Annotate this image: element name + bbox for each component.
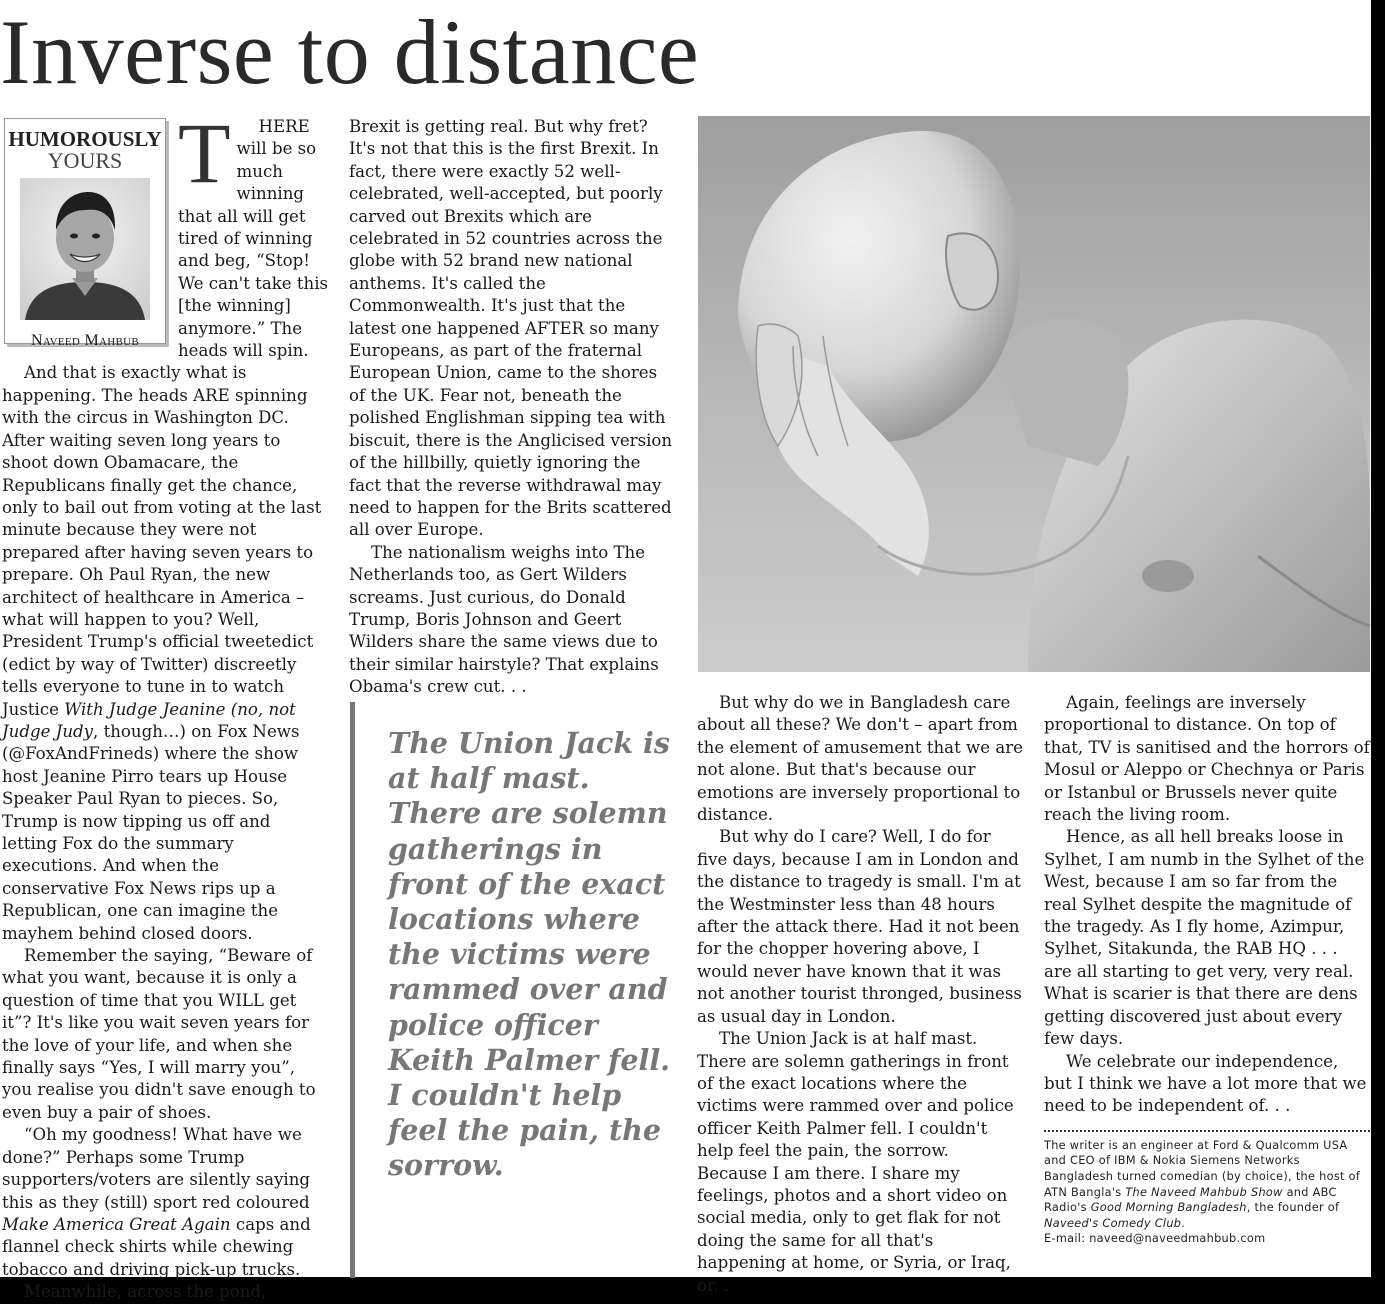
column-2: [349, 116, 675, 699]
paragraph: The nationalism weighs into The Netherlands too, as Gert Wilders screams. Just curious, do Donald Trump, Boris Johnson and Geert Wilders share the same views due to their similar hairstyle? That explains Obama's crew cut. . .: [349, 542, 659, 697]
text-run: , though…) on Fox News (@FoxAndFrineds) where the show host Jeanine Pirro tears up House Speaker Paul Ryan to pieces. So, Trump is now tipping us off and letting Fox do the summary executions. And when the conservative Fox News rips up a Republican, one can imagine the mayhem behind closed doors.: [2, 721, 300, 943]
paragraph: Remember the saying, “Beware of what you want, because it is only a question of time that you WILL get it”? It's like you wait seven years for the love of your life, and when she finally says “Yes, I will marry you”, you realise you didn't save enough to even buy a pair of shoes.: [2, 946, 316, 1122]
author-footnote: [1044, 1130, 1370, 1247]
text-run: .: [1181, 1216, 1186, 1230]
text-run: caps and flannel check shirts while chewing tobacco and driving pick-up trucks.: [2, 1214, 311, 1279]
paragraph: [2, 1124, 330, 1281]
author-name: Naveed Mahbub: [30, 332, 140, 350]
pull-quote-text: The Union Jack is at half mast. There are solemn gatherings in front of the exact locations where the victims were rammed over and police officer Keith Palmer fell. I couldn't help feel the pain, the sorrow.: [388, 726, 671, 1183]
paragraph: We celebrate our independence, but I think we have a lot more that we need to be independent of. . .: [1044, 1051, 1367, 1116]
column-4: [1044, 692, 1370, 1247]
column-3: [697, 692, 1023, 1297]
italic-run: The Naveed Mahbub Show: [1125, 1185, 1283, 1199]
pull-quote: [350, 702, 685, 1278]
column-label-sub: YOURS: [47, 148, 123, 173]
headline: Inverse to distance: [0, 1, 700, 103]
italic-run: Make America Great Again: [2, 1214, 231, 1234]
author-portrait: [20, 178, 150, 320]
paragraph: Hence, as all hell breaks loose in Sylhet, I am numb in the Sylhet of the West, because I am so far from the real Sylhet despite the magnitude of the tragedy. As I fly home, Azimpur, Sylhet, Sitakunda, the RAB HQ . . . are all starting to get very, very real. What is scarier is that there are dens getting discovered just about every few days.: [1044, 827, 1365, 1049]
byline-box: [4, 118, 166, 350]
paragraph: Again, feelings are inversely proportional to distance. On top of that, TV is sanitised and the horrors of Mosul or Aleppo or Chechnya or Paris or Istanbul or Brussels never quite reach the living room.: [1044, 693, 1370, 825]
italic-run: Naveed's Comedy Club: [1044, 1216, 1182, 1230]
paragraph: [2, 362, 330, 945]
italic-run: With Judge Jeanine (no, not Judge Judy: [2, 699, 296, 741]
column-1: [2, 105, 330, 1304]
text-run: HERE will be so much winning that all will get tired of winning and beg, “Stop! We can't take this [the winning] anymore.” The heads will spin.: [178, 117, 329, 361]
text-run: and ABC Radio's: [1044, 1185, 1337, 1215]
paragraph: The Union Jack is at half mast. There are solemn gatherings in front of the exact locations where the victims were rammed over and police officer Keith Palmer fell. I couldn't help feel the pain, the sorrow. Because I am there. I share my feelings, photos and a short video on social media, only to get flak for not doing the same for all that's happening at home, or Syria, or Iraq, or. .: [697, 1029, 1014, 1295]
statue-photo: [698, 116, 1370, 672]
column-label: HUMOROUSLY: [8, 127, 162, 151]
text-run: And that is exactly what is happening. The heads ARE spinning with the circus in Washington DC. After waiting seven long years to shoot down Obamacare, the Republicans finally get the chance, only to bail out from voting at the last minute because they were not prepared after having seven years to prepare. Oh Paul Ryan, the new architect of healthcare in America – what will happen to you? Well, President Trump's official tweetedict (edict by way of Twitter) discreetly tells everyone to tune in to watch Justice: [2, 363, 322, 719]
drop-cap: T: [178, 105, 231, 201]
paragraph: Meanwhile, across the pond,: [24, 1282, 267, 1302]
text-run: “Oh my goodness! What have we done?” Perhaps some Trump supporters/voters are silently saying this as they (still) sport red coloured: [2, 1125, 311, 1212]
paragraph: But why do we in Bangladesh care about all these? We don't – apart from the element of amusement that we are not alone. But that's because our emotions are inversely proportional to distance.: [697, 693, 1023, 825]
text-run: , the founder of: [1246, 1201, 1340, 1215]
paragraph: Brexit is getting real. But why fret? It's not that this is the first Brexit. In fact, there were exactly 52 well-celebrated, well-accepted, but poorly carved out Brexits which are celebrated in 52 countries across the globe with 52 brand new national anthems. It's called the Commonwealth. It's just that the latest one happened AFTER so many Europeans, as part of the fraternal European Union, came to the shores of the UK. Fear not, beneath the polished Englishman sipping tea with biscuit, there is the Anglicised version of the hillbilly, quietly ignoring the fact that the reverse withdrawal may need to happen for the Brits scattered all over Europe.: [349, 117, 673, 540]
text-run: The writer is an engineer at Ford & Qualcomm USA and CEO of IBM & Nokia Siemens Networks Bangladesh turned comedian (by choice), the host of ATN Bangla's: [1044, 1138, 1361, 1199]
italic-run: Good Morning Bangladesh: [1090, 1201, 1247, 1215]
paragraph: But why do I care? Well, I do for five days, because I am in London and the distance to tragedy is small. I'm at the Westminster less than 48 hours after the attack there. Had it not been for the chopper hovering above, I would never have known that it was not another tourist thronged, business as usual day in London.: [697, 827, 1022, 1026]
email-address: E-mail: naveed@naveedmahbub.com: [1044, 1232, 1266, 1246]
